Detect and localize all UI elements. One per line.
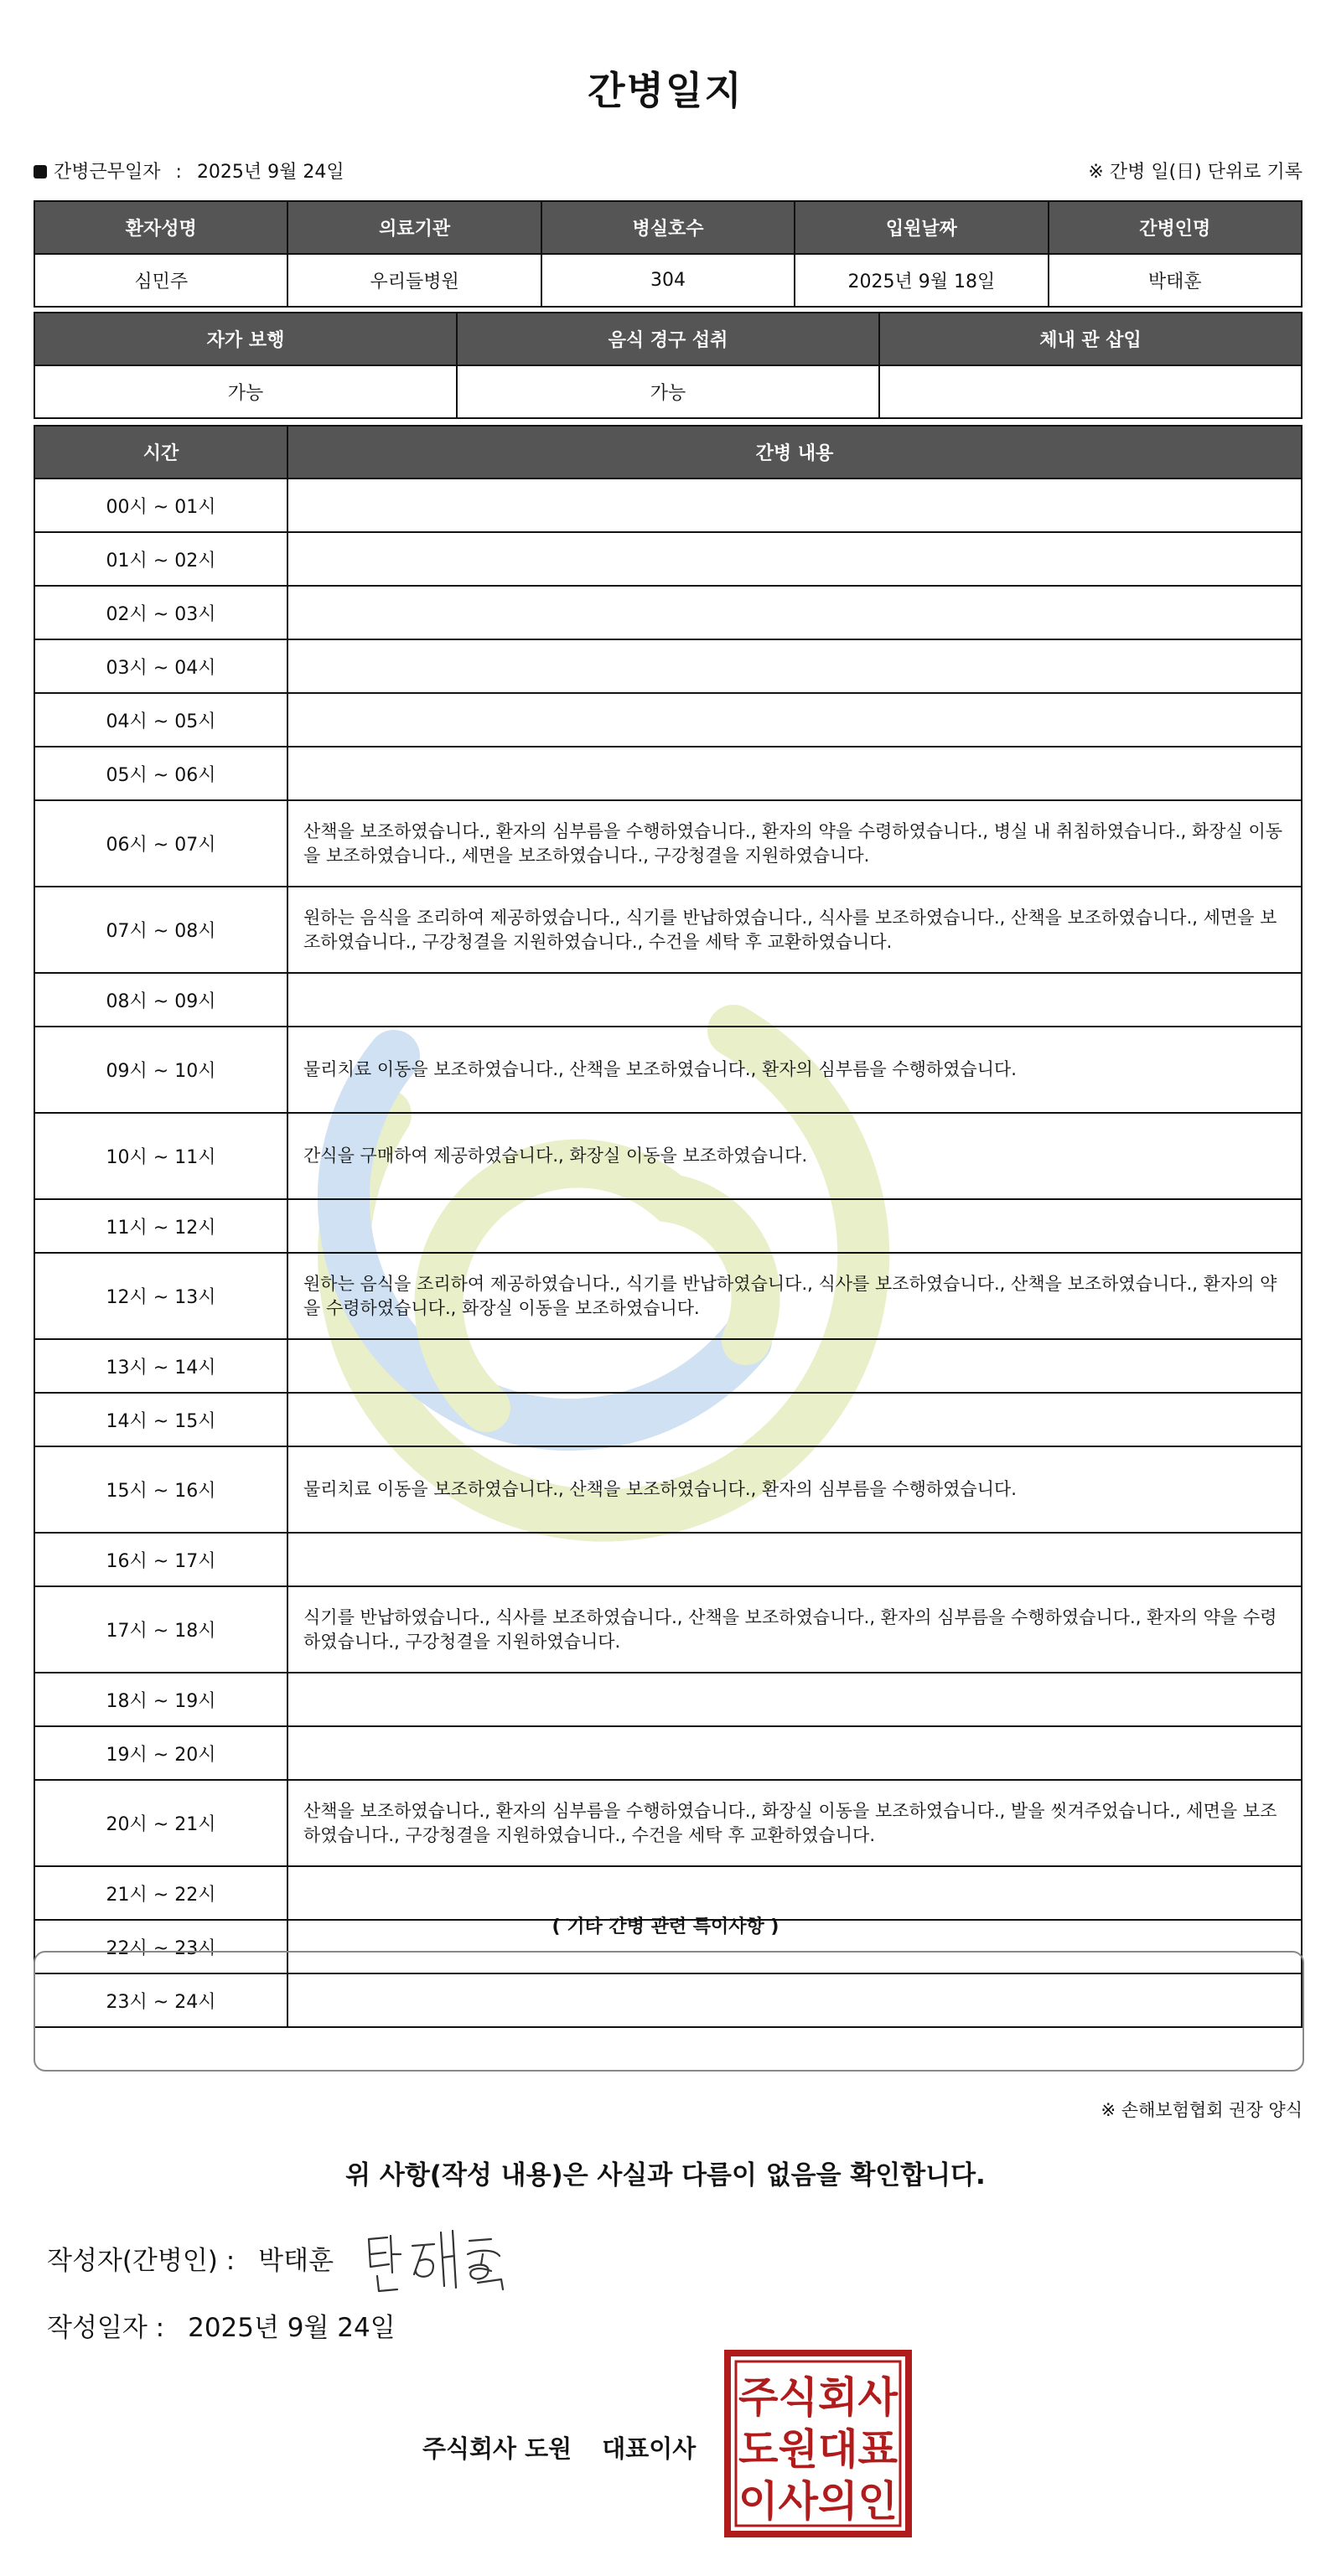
care-log-row [34, 1199, 1302, 1253]
care-log-row [34, 1393, 1302, 1446]
care-log-row [34, 800, 1302, 887]
room-number: 304 [541, 254, 795, 307]
work-date-separator: : [175, 162, 182, 183]
time-slot: 23시 ~ 24시 [34, 1973, 287, 2027]
writer-name: 박태훈 [258, 2246, 334, 2276]
care-log-row [34, 747, 1302, 800]
care-log-body [34, 478, 1302, 2027]
time-slot: 10시 ~ 11시 [34, 1113, 287, 1199]
care-content-cell [287, 1673, 1302, 1726]
work-date-line [34, 158, 344, 184]
time-slot: 09시 ~ 10시 [34, 1027, 287, 1113]
care-log-row [34, 1339, 1302, 1393]
admission-date: 2025년 9월 18일 [795, 254, 1048, 307]
care-log-row [34, 1780, 1302, 1866]
time-slot: 22시 ~ 23시 [34, 1920, 287, 1973]
header-caregiver-name: 간병인명 [1049, 201, 1302, 254]
caregiver-name: 박태훈 [1049, 254, 1302, 307]
care-content-cell [287, 639, 1302, 693]
header-room-number: 병실호수 [541, 201, 795, 254]
care-log-row [34, 1673, 1302, 1726]
time-slot: 11시 ~ 12시 [34, 1199, 287, 1253]
time-slot: 12시 ~ 13시 [34, 1253, 287, 1339]
time-slot: 08시 ~ 09시 [34, 973, 287, 1027]
care-log-row [34, 887, 1302, 973]
care-content-cell: 간식을 구매하여 제공하였습니다., 화장실 이동을 보조하였습니다. [287, 1113, 1302, 1199]
time-slot: 14시 ~ 15시 [34, 1393, 287, 1446]
company-seal-stamp [724, 2350, 912, 2537]
document-title: 간병일지 [588, 68, 743, 113]
daily-record-note: ※ 간병 일(日) 단위로 기록 [1088, 162, 1303, 183]
care-content-cell [287, 1533, 1302, 1586]
patient-status-value-row [34, 365, 1302, 418]
care-content-cell [287, 1339, 1302, 1393]
time-slot: 07시 ~ 08시 [34, 887, 287, 973]
header-oral-intake: 음식 경구 섭취 [457, 313, 879, 365]
care-content-cell [287, 1199, 1302, 1253]
company-representative-title: 대표이사 [602, 2434, 697, 2463]
special-notes-box [34, 1951, 1304, 2072]
oral-intake-value: 가능 [457, 365, 879, 418]
header-time: 시간 [34, 426, 287, 478]
written-date-value: 2025년 9월 24일 [188, 2313, 396, 2343]
self-walking-value: 가능 [34, 365, 457, 418]
header-tube-insertion: 체내 관 삽입 [879, 313, 1302, 365]
time-slot: 04시 ~ 05시 [34, 693, 287, 747]
header-care-content: 간병 내용 [287, 426, 1302, 478]
care-content-cell: 산책을 보조하였습니다., 환자의 심부름을 수행하였습니다., 환자의 약을 수령하였습니다., 병실 내 취침하였습니다., 화장실 이동을 보조하였습니다., 세면을 보조하였습니다., 구강청결을 지원하였습니다. [287, 800, 1302, 887]
care-content-cell [287, 478, 1302, 532]
time-slot: 06시 ~ 07시 [34, 800, 287, 887]
care-log-row [34, 1726, 1302, 1780]
care-log-row [34, 1586, 1302, 1673]
care-content-cell [287, 1726, 1302, 1780]
care-content-cell: 원하는 음식을 조리하여 제공하였습니다., 식기를 반납하였습니다., 식사를 보조하였습니다., 산책을 보조하였습니다., 세면을 보조하였습니다., 구강청결을 지원하였습니다., 수건을 세탁 후 교환하였습니다. [287, 887, 1302, 973]
care-content-cell [287, 532, 1302, 586]
patient-info-value-row [34, 254, 1302, 307]
care-content-cell [287, 693, 1302, 747]
care-log-row [34, 1533, 1302, 1586]
handwritten-signature [360, 2221, 520, 2296]
patient-info-table [34, 200, 1303, 308]
care-log-row [34, 1113, 1302, 1199]
time-slot: 01시 ~ 02시 [34, 532, 287, 586]
company-name: 주식회사 도원 [422, 2434, 572, 2463]
time-slot: 20시 ~ 21시 [34, 1780, 287, 1866]
time-slot: 05시 ~ 06시 [34, 747, 287, 800]
patient-status-header-row [34, 313, 1302, 365]
medical-institution: 우리들병원 [287, 254, 541, 307]
work-date-label: 간병근무일자 [54, 162, 161, 183]
care-content-cell: 물리치료 이동을 보조하였습니다., 산책을 보조하였습니다., 환자의 심부름을 수행하였습니다. [287, 1027, 1302, 1113]
patient-name: 심민주 [34, 254, 287, 307]
written-date-label: 작성일자 : [47, 2313, 165, 2343]
written-date-line [47, 2306, 396, 2344]
care-content-cell: 식기를 반납하였습니다., 식사를 보조하였습니다., 산책을 보조하였습니다., 환자의 심부름을 수행하였습니다., 환자의 약을 수령하였습니다., 구강청결을 지원하였습니다. [287, 1586, 1302, 1673]
writer-line [47, 2239, 334, 2277]
care-log-header-row [34, 426, 1302, 478]
notes-title: ( 기타 간병 관련 특이사항 ) [552, 1916, 779, 1937]
time-slot: 00시 ~ 01시 [34, 478, 287, 532]
time-slot: 16시 ~ 17시 [34, 1533, 287, 1586]
company-line [422, 2430, 696, 2465]
time-slot: 18시 ~ 19시 [34, 1673, 287, 1726]
writer-label: 작성자(간병인) : [47, 2246, 236, 2276]
time-slot: 02시 ~ 03시 [34, 586, 287, 639]
care-content-cell [287, 747, 1302, 800]
header-self-walking: 자가 보행 [34, 313, 457, 365]
care-log-row [34, 693, 1302, 747]
time-slot: 21시 ~ 22시 [34, 1866, 287, 1920]
care-log-row [34, 1027, 1302, 1113]
care-content-cell: 물리치료 이동을 보조하였습니다., 산책을 보조하였습니다., 환자의 심부름을 수행하였습니다. [287, 1446, 1302, 1533]
patient-status-table [34, 312, 1303, 419]
care-log-row [34, 1446, 1302, 1533]
recommended-form-note: ※ 손해보험협회 권장 양식 [1101, 2100, 1303, 2120]
care-content-cell: 원하는 음식을 조리하여 제공하였습니다., 식기를 반납하였습니다., 식사를 보조하였습니다., 산책을 보조하였습니다., 환자의 약을 수령하였습니다., 화장실 이동을 보조하였습니다. [287, 1253, 1302, 1339]
care-log-row [34, 973, 1302, 1027]
care-log-row [34, 478, 1302, 532]
header-admission-date: 입원날짜 [795, 201, 1048, 254]
svg-text:도원대표: 도원대표 [738, 2425, 899, 2474]
care-content-cell [287, 586, 1302, 639]
care-log-row [34, 639, 1302, 693]
patient-info-header-row [34, 201, 1302, 254]
care-log-row [34, 532, 1302, 586]
time-slot: 13시 ~ 14시 [34, 1339, 287, 1393]
confirmation-statement: 위 사항(작성 내용)은 사실과 다름이 없음을 확인합니다. [345, 2160, 986, 2191]
time-slot: 19시 ~ 20시 [34, 1726, 287, 1780]
care-log-row [34, 586, 1302, 639]
tube-insertion-value [879, 365, 1302, 418]
work-date-value: 2025년 9월 24일 [196, 162, 344, 183]
care-content-cell: 산책을 보조하였습니다., 환자의 심부름을 수행하였습니다., 화장실 이동을 보조하였습니다., 발을 씻겨주었습니다., 세면을 보조하였습니다., 구강청결을 지원하였습니다., 수건을 세탁 후 교환하였습니다. [287, 1780, 1302, 1866]
time-slot: 15시 ~ 16시 [34, 1446, 287, 1533]
time-slot: 03시 ~ 04시 [34, 639, 287, 693]
svg-text:주식회사: 주식회사 [738, 2373, 899, 2422]
header-patient-name: 환자성명 [34, 201, 287, 254]
care-log-table [34, 425, 1303, 2028]
header-medical-institution: 의료기관 [287, 201, 541, 254]
square-bullet-icon [34, 165, 47, 178]
time-slot: 17시 ~ 18시 [34, 1586, 287, 1673]
care-content-cell [287, 973, 1302, 1027]
svg-text:이사의인: 이사의인 [738, 2477, 898, 2526]
care-log-row [34, 1253, 1302, 1339]
care-content-cell [287, 1393, 1302, 1446]
